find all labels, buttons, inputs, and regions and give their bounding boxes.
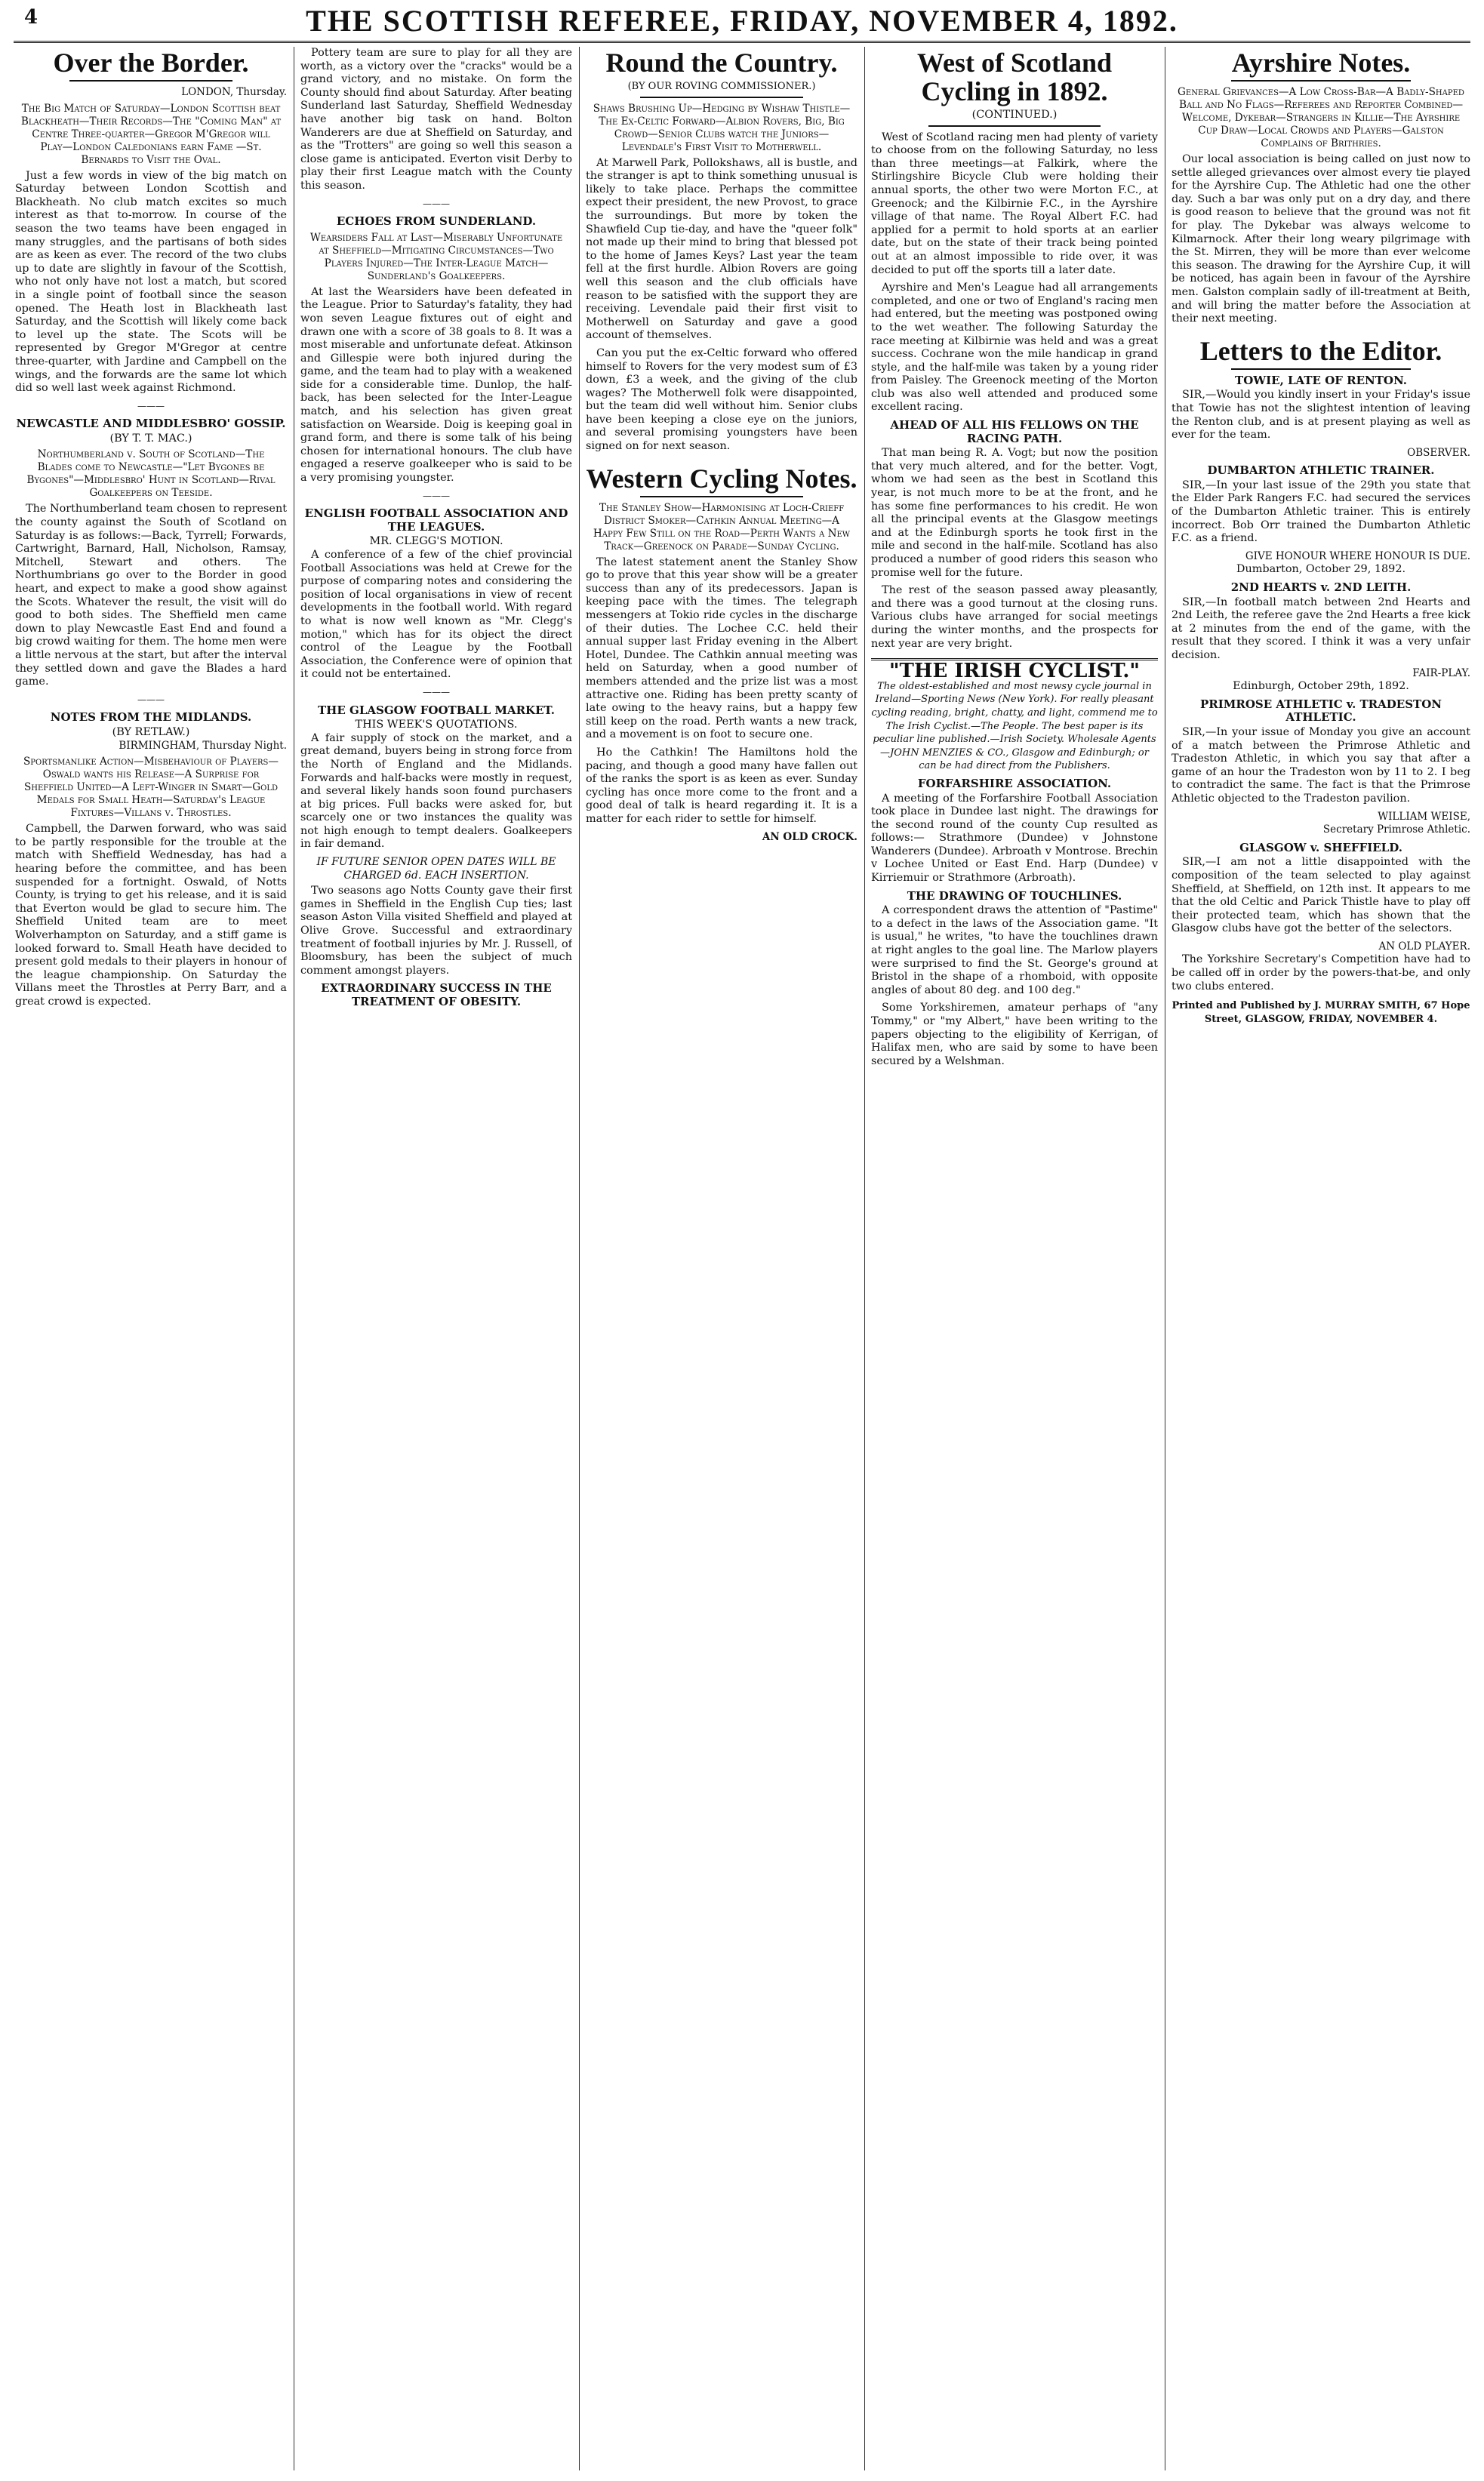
letter-body: SIR,—Would you kindly insert in your Friday's issue that Towie has not the slightest intention of leaving the Renton club, and is at present playing as well as ever for the team. [1171, 389, 1470, 442]
separator: ——— [423, 686, 450, 697]
letter-body: SIR,—In your issue of Monday you give an account of a match between the Primrose Athletic and Tradeston Athletic, in which you say that after a game of an hour the Tradeston won by 11 to 2. I beg to contradict the same. The fact is that the Primrose Athletic objected to the Tradeston pavilion. [1171, 725, 1470, 805]
article-body: A meeting of the Forfarshire Football Association took place in Dundee last night. The drawings for the second round of the county Cup resulted as follows:— Strathmore (Dundee) v Johnstone Wanderers (Dundee). Arbroath v Montrose. Brechin v Lochee United or East End. Harp (Dundee) v Kirriemuir or Strathmore (Arbroath). [871, 792, 1158, 885]
section-heading: Western Cycling Notes. [586, 463, 857, 494]
advertisement-heading: "THE IRISH CYCLIST." [871, 658, 1158, 679]
article-body: At last the Wearsiders have been defeated in the League. Prior to Saturday's fatality, they had won seven League fixtures out of eight and drawn one with a score of 38 goals to 8. It was a most miserable and unfortunate defeat. Atkinson and Gillespie were both injured during the game, and the team had to play with a weakened side for a considerable time. Dunlop, the half-back, has been selected for the Inter-League match, and his selection has given great satisfaction on Wearside. Doig is keeping goal in grand form, and there is some talk of his being chosen for international honours. The club have engaged a reserve goalkeeper who is said to be a very promising youngster. [300, 285, 572, 485]
article-subtitle: THIS WEEK'S QUOTATIONS. [355, 719, 518, 731]
article-body: Pottery team are sure to play for all they are worth, as a victory over the "cracks" would be a grand victory, and no mistake. On form the County should find about Saturday. After beating Sunderland last Saturday, Sheffield Wednesday have another big task on hand. Bolton Wanderers are due at Sheffield on Saturday, and as the "Trotters" are going so well this season a close game is anticipated. Everton visit Derby to play their first League match with the County this season. [300, 47, 572, 192]
printer-imprint: Printed and Published by J. MURRAY SMITH, 67 Hope Street, GLASGOW, FRIDAY, NOVEMBER 4. [1171, 1000, 1470, 1025]
article-body: That man being R. A. Vogt; but now the position that very much altered, and for the better. Vogt, whom we had seen as the best in Scotland this year, is not much more to be at the front, and he has some fine performances to his credit. He won all the principal events at the Glasgow meetings and at the Edinburgh sports he took first in the mile and second in the half-mile. Scotland has also produced a number of good riders this season who promise well for the future. [871, 447, 1158, 579]
heading-underline [69, 80, 232, 82]
letter-title: DUMBARTON ATHLETIC TRAINER. [1207, 463, 1435, 478]
section-heading: Over the Border. [53, 48, 249, 78]
column-5 [1171, 47, 1470, 2470]
separator: ——— [137, 400, 165, 411]
article-body: A fair supply of stock on the market, and a great demand, buyers being in strong force from the North of England and the Midlands. Forwards and half-backs were mostly in request, and several likely hands soon found purchasers at big prices. Full backs were asked for, but scarcely one or two instances the quality was not high enough to tempt dealers. Goalkeepers in fair demand. [300, 731, 572, 851]
article-decks: Sportsmanlike Action—Misbehaviour of Players—Oswald wants his Release—A Surprise for Sheffield United—A Left-Winger in Smart—Gold Medals for Small Heath—Saturday's League Fixtures—Villans v. Throstles. [23, 756, 279, 820]
article-decks: General Grievances—A Low Cross-Bar—A Badly-Shaped Ball and No Flags—Referees and Reporter Combined—Welcome, Dykebar—Strangers in Killie—The Ayrshire Cup Draw—Local Crowds and Players—Galston Complains of Brithries. [1178, 86, 1464, 149]
article-subtitle: MR. CLEGG'S MOTION. [369, 535, 503, 548]
article-body: Ayrshire and Men's League had all arrangements completed, and one or two of England's racing men had entered, but the meeting was postponed owing to the wet weather. The following Saturday the race meeting at Kilbirnie was held and was a great success. Cochrane won the mile handicap in grand style, and the half-mile was taken by a young rider from Paisley. The Greenock meeting of the Morton club was also well attended and produced some excellent racing. [871, 282, 1158, 414]
article-decks: Northumberland v. South of Scotland—The Blades come to Newcastle—"Let Bygones be Bygones"—Middlesbro' Hunt in Scotland—Rival Goalkeepers on Teeside. [26, 448, 276, 500]
letter-title: 2ND HEARTS v. 2ND LEITH. [1230, 580, 1412, 595]
article-body: The rest of the season passed away pleasantly, and there was a good turnout at the closing runs. Various clubs have arranged for social meetings during the winter months, and the prospects for next year are very bright. [871, 584, 1158, 650]
section-heading: Round the Country. [605, 48, 838, 78]
letter-role: Secretary Primrose Athletic. [1322, 823, 1470, 836]
section-heading: Ayrshire Notes. [1231, 48, 1411, 78]
signoff: AN OLD CROCK. [762, 830, 857, 843]
heading-underline [1231, 80, 1411, 82]
article-decks: Shaws Brushing Up—Hedging by Wishaw Thistle—The Ex-Celtic Forward—Albion Rovers, Big, Big Crowd—Senior Clubs watch the Juniors—Levendale's First Visit to Motherwell. [593, 102, 851, 153]
article-subheading: ENGLISH FOOTBALL ASSOCIATION AND THE LEAGUES. [304, 506, 568, 534]
byline: (BY OUR ROVING COMMISSIONER.) [627, 81, 816, 92]
article-subheading: AHEAD OF ALL HIS FELLOWS ON THE RACING PATH. [890, 418, 1139, 445]
article-body: Just a few words in view of the big match on Saturday between London Scottish and Blackheath. No club match excites so much interest as that to-morrow. In course of the season the two teams have been engaged in many struggles, and the partisans of both sides are as keen as ever. The record of the two clubs up to date are slightly in favour of the Scottish, who not only have not lost a match, but scored in a single point of football since the season opened. The Heath lost in Blackheath last Saturday, and the Scottish will likely come back to level up the state. The Scots will be represented by Gregor M'Gregor at centre three-quarter, with Jardine and Campbell on the wings, and the forwards are the same lot which did so well last week against Richmond. [15, 169, 287, 395]
article-subheading: NOTES FROM THE MIDLANDS. [50, 710, 252, 725]
dateline: LONDON, Thursday. [181, 86, 287, 98]
letter-body: SIR,—In your last issue of the 29th you state that the Elder Park Rangers F.C. had secured the services of the Dumbarton Athletic trainer. This is entirely incorrect. Bob Orr trained the Dumbarton Athletic F.C. as a friend. [1171, 479, 1470, 545]
section-heading: West of Scotland Cycling in 1892. [916, 48, 1112, 106]
letter-signature: GIVE HONOUR WHERE HONOUR IS DUE. [1245, 549, 1470, 562]
article-subheading: ECHOES FROM SUNDERLAND. [336, 214, 537, 229]
article-subheading: THE GLASGOW FOOTBALL MARKET. [318, 703, 555, 717]
column-4 [871, 47, 1158, 2470]
article-body: Can you put the ex-Celtic forward who offered himself to Rovers for the very modest sum of £3 down, £3 a week, and the giving of the club wages? The Motherwell folk were disappointed, but the team did well without him. Senior clubs have been keeping a close eye on the juniors, and several promising youngsters have been signed on for next season. [586, 346, 857, 453]
byline: (BY RETLAW.) [112, 725, 190, 738]
article-decks: The Stanley Show—Harmonising at Loch-Crieff District Smoker—Cathkin Annual Meeting—A Happy Few Still on the Road—Perth Wants a New Track—Greenock on Parade—Sunday Cycling. [593, 501, 851, 553]
column-rule [579, 47, 580, 2470]
separator: ——— [137, 694, 165, 705]
article-subheading: THE DRAWING OF TOUCHLINES. [907, 888, 1122, 903]
letter-title: TOWIE, LATE OF RENTON. [1235, 373, 1407, 387]
column-2 [300, 47, 572, 2470]
article-decks: The Big Match of Saturday—London Scottish beat Blackheath—Their Records—The "Coming Man" at Centre Three-quarter—Gregor M'Gregor will Play—London Caledonians earn Fame —St. Bernards to Visit the Oval. [20, 102, 282, 166]
letter-title: PRIMROSE ATHLETIC v. TRADESTON ATHLETIC. [1200, 697, 1442, 725]
article-body: A correspondent draws the attention of "Pastime" to a defect in the laws of the Association game. "It is usual," he writes, "to have the touchlines drawn at right angles to the goal line. The Marlow players were surprised to find the St. George's ground at Bristol in the shape of a rhomboid, with opposite angles of about 80 deg. and 100 deg." [871, 904, 1158, 996]
article-body: Two seasons ago Notts County gave their first games in Sheffield in the English Cup ties; last season Aston Villa visited Sheffield and played at Olive Grove. Successful and extraordinary treatment of football injuries by Mr. J. Russell, of Bloomsbury, has been the subject of much comment amongst players. [300, 885, 572, 977]
letter-place: Edinburgh, October 29th, 1892. [1233, 680, 1409, 693]
article-body: West of Scotland racing men had plenty of variety to choose from on the following Saturday, no less than three meetings—at Falkirk, where the Stirlingshire Bicycle Club were holding their annual sports, the other two were Morton F.C., at Greenock; and the Kilbirnie F.C., in the Ayrshire village of that name. The Royal Albert F.C. had applied for a permit to hold sports at an earlier date, but on the state of their track being pointed out at an almost impossible to ride over, it was decided to put off the sports till a later date. [871, 131, 1158, 276]
article-body: Campbell, the Darwen forward, who was said to be partly responsible for the trouble at the match with Sheffield Wednesday, has had a hearing before the committee, and has been suspended for a fortnight. Oswald, of Notts County, is trying to get his release, and it is said that Everton would be glad to secure him. The Sheffield United team are to meet Wolverhampton on Saturday, and a stiff game is looked forward to. Small Heath have decided to present gold medals to their players in honour of the league championship. On Saturday the Villans meet the Throstles at Perry Barr, and a great crowd is expected. [15, 823, 287, 1008]
article-body: Our local association is being called on just now to settle alleged grievances over almost every tie played for the Ayrshire Cup. The Athletic had one the other day. Such a bar was only put on a dry day, and there is good reason to believe that the ground was not fit for play. The Dykebar was always welcome to Kilmarnock. After their long weary pilgrimage with the St. Mirren, they will be more than ever welcome this season. The drawing for the Ayrshire Cup, it will be noticed, has again been in favour of the Ayrshire men. Galston complain sadly of ill-treatment at Beith, and will bring the matter before the Association at their next meeting. [1171, 153, 1470, 325]
article-body: The Yorkshire Secretary's Competition have had to be called off in order by the powers-that-be, and only two clubs entered. [1171, 953, 1470, 993]
article-subheading: NEWCASTLE AND MIDDLESBRO' GOSSIP. [16, 417, 286, 431]
article-body: At Marwell Park, Pollokshaws, all is bustle, and the stranger is apt to think something unusual is likely to take place. Perhaps the committee expect their president, the new Provost, to grace the surroundings. But more by token the Shawfield Cup tie-day, and have the "queer folk" not made up their mind to bring that blessed pot to the home of James Keys? Last year the team fell at the first hurdle. Albion Rovers are going well this season and the club officials have reason to be satisfied with the support they are receiving. Levendale paid their first visit to Motherwell on Saturday and gave a good account of themselves. [586, 156, 857, 342]
separator: ——— [423, 198, 450, 209]
section-heading: Letters to the Editor. [1199, 335, 1442, 366]
letter-signature: FAIR-PLAY. [1412, 666, 1470, 679]
notice: IF FUTURE SENIOR OPEN DATES WILL BE CHARGED 6d. EACH INSERTION. [316, 856, 556, 882]
dateline: BIRMINGHAM, Thursday Night. [119, 739, 287, 752]
letter-signature: OBSERVER. [1407, 446, 1470, 459]
column-rule [864, 47, 865, 2470]
article-decks: Wearsiders Fall at Last—Miserably Unfortunate at Sheffield—Mitigating Circumstances—Two Players Injured—The Inter-League Match—Sunderland's Goalkeepers. [309, 231, 563, 282]
column-3 [586, 47, 857, 2470]
letter-place: Dumbarton, October 29, 1892. [1236, 563, 1406, 576]
letter-body: SIR,—I am not a little disappointed with the composition of the team selected to play against Sheffield, at Sheffield, on 12th inst. It appears to me that the old Celtic and Parick Thistle have to play off their protected team, which has shown that the Glasgow clubs have got the better of the selectors. [1171, 856, 1470, 935]
letter-signature: WILLIAM WEISE, [1378, 810, 1470, 823]
heading-underline [640, 97, 803, 98]
letter-body: SIR,—In football match between 2nd Hearts and 2nd Leith, the referee gave the 2nd Hearts a free kick at 2 minutes from the end of the game, with the result that they scored. I think it was a very unfair decision. [1171, 596, 1470, 661]
letter-title: GLASGOW v. SHEFFIELD. [1239, 840, 1402, 854]
article-subheading: FORFARSHIRE ASSOCIATION. [917, 776, 1112, 790]
article-body: Ho the Cathkin! The Hamiltons hold the pacing, and though a good many have fallen out of the ranks the sport is as keen as ever. Sunday cycling has once more come to the front and a good deal of talk is heard regarding it. It is a matter for each rider to settle for himself. [586, 746, 857, 825]
advertisement-text: The oldest-established and most newsy cycle journal in Ireland—Sporting News (New York). For really pleasant cycling reading, bright, chatty, and light, commend me to The Irish Cyclist.—The People. The best paper is its peculiar line published.—Irish Society. Wholesale Agents—JOHN MENZIES & CO., Glasgow and Edinburgh; or can be had direct from the Publishers. [871, 680, 1158, 772]
article-body: Some Yorkshiremen, amateur perhaps of "any Tommy," or "my Albert," have been writing to the papers objecting to the eligibility of Kerrigan, of Halifax men, who are said by some to have been secured by a Welshman. [871, 1002, 1158, 1067]
article-body: The Northumberland team chosen to represent the county against the South of Scotland on Saturday is as follows:—Back, Tyrrell; Forwards, Cartwright, Barnard, Hall, Nicholson, Ramsay, Mitchell, Stewart and others. The Northumbrians go over to the Border in good heart, and expect to make a good show against the Scots. Whatever the result, the visit will do good to both sides. The Sheffield men came down to play Newcastle East End and found a big crowd waiting for them. The home men were a little nervous at the start, but after the interval they settled down and gave the Blades a hard game. [15, 503, 287, 688]
article-body: The latest statement anent the Stanley Show go to prove that this year show will be a greater success than any of its predecessors. Japan is keeping pace with the times. The telegraph messengers at Tokio ride cycles in the discharge of their duties. The Lochee C.C. held their annual supper last Friday evening in the Albert Hotel, Dundee. The Cathkin annual meeting was held on Saturday, when a good number of members attended and the prize list was a most attractive one. Riding has been pretty scanty of late owing to the heavy rains, but a happy few still keep on the road. Perth wants a new track, and a movement is on foot to secure one. [586, 556, 857, 741]
newspaper-title: THE SCOTTISH REFEREE, FRIDAY, NOVEMBER 4, 1892. [306, 4, 1178, 38]
heading-underline [1231, 368, 1411, 370]
letter-signature: AN OLD PLAYER. [1378, 940, 1470, 953]
article-body: A conference of a few of the chief provincial Football Associations was held at Crewe for the purpose of comparing notes and considering the position of local organisations in view of recent developments in the football world. With regard to what is now well known as "Mr. Clegg's motion," which has for its object the direct control of the League by the Football Association, the Conference were of opinion that it could not be entertained. [300, 549, 572, 681]
masthead [14, 3, 1470, 43]
byline: (BY T. T. MAC.) [109, 432, 192, 445]
separator: ——— [423, 490, 450, 501]
heading-underline [928, 125, 1101, 127]
page-number: 4 [24, 6, 38, 29]
article-subheading: EXTRAORDINARY SUCCESS IN THE TREATMENT OF OBESITY. [321, 981, 552, 1008]
continued-label: (CONTINUED.) [971, 109, 1058, 121]
heading-underline [640, 496, 803, 497]
column-1 [15, 47, 287, 2470]
